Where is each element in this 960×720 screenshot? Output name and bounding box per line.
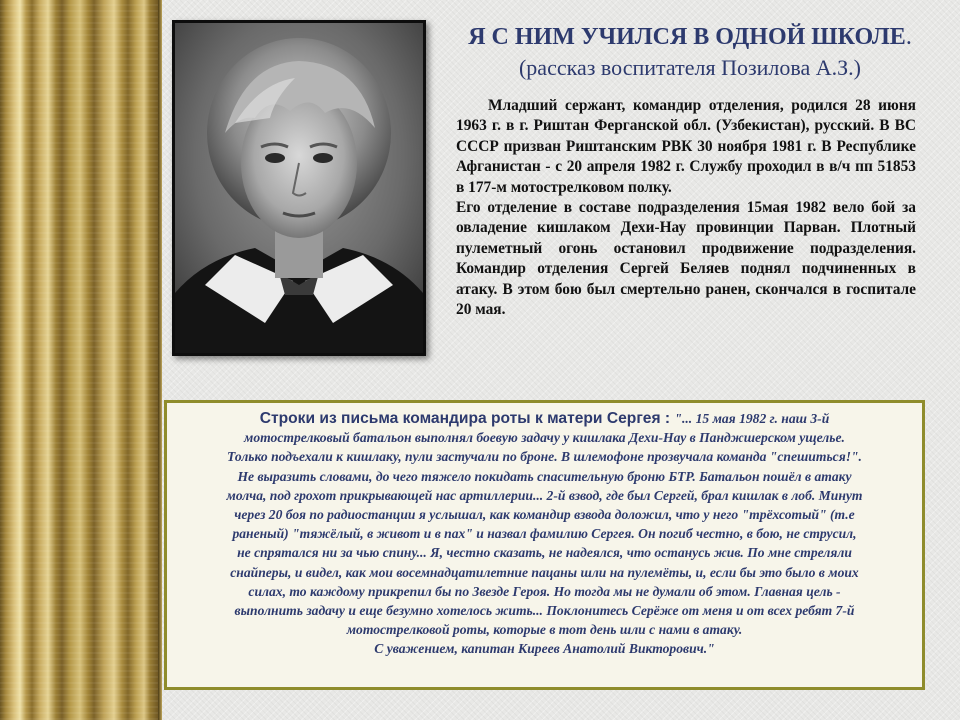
slide-title xyxy=(430,22,950,52)
letter-line: выполнить задачу и еще безумно хотелось жить... Поклонитесь Серёже от меня и от всех ребят 7-й xyxy=(234,603,855,619)
letter-line: Не выразить словами, до чего тяжело покидать спасительную броню БТР. Батальон пошёл в атаку xyxy=(237,468,852,484)
letter-line: через 20 боя по радиостанции я услышал, как командир взвода доложил, что у него "трёхсотый" (т.е xyxy=(234,507,855,523)
letter-line: молча, под грохот прикрывающей нас артиллерии... 2-й взвод, где был Сергей, брал кишлак в лоб. Минут xyxy=(226,487,863,503)
slide-title-text: Я С НИМ УЧИЛСЯ В ОДНОЙ ШКОЛЕ xyxy=(468,24,906,50)
letter-first-line xyxy=(179,409,910,428)
slide-title-dot: . xyxy=(905,24,912,50)
portrait-photo xyxy=(172,20,426,356)
slide-subtitle: (рассказ воспитателя Позилова А.З.) xyxy=(518,55,861,80)
biography-paragraph: Младший сержант, командир отделения, родился 28 июня 1963 г. в г. Риштан Ферганской обл. (Узбекистан), русский. В ВС СССР призван Риштанским РВК 30 ноября 1981 г. В Республике Афганистан - с 20 апреля 1982 г. Службу проходил в в/ч пп 51853 в 177-м мотострелковом полку. xyxy=(456,97,916,196)
letter-line: силах, то каждому прикрепил бы по Звезде Героя. Но тогда мы не думали об этом. Главная цель - xyxy=(248,583,841,599)
letter-line: мотострелковой роты, которые в тот день шли с нами в атаку. xyxy=(346,622,743,638)
letter-line: "... 15 мая 1982 г. наш 3-й xyxy=(674,411,830,426)
letter-heading: Строки из письма командира роты к матери Сергея : xyxy=(259,410,675,427)
biography-text xyxy=(456,96,916,320)
biography-paragraph: Его отделение в составе подразделения 15мая 1982 вело бой за овладение кишлаком Дехи-Нау провинции Парван. Плотный пулеметный огонь остановил продвижение подразделения. Командир отделения Сергей Беляев поднял подчиненных в атаку. В этом бою был смертельно ранен, скончался в госпитале 20 мая. xyxy=(456,199,916,319)
letter-line: раненый) "тяжёлый, в живот и в пах" и назвал фамилию Сергея. Он погиб честно, в бою, не струсил, xyxy=(232,526,857,542)
letter-line: снайперы, и видел, как мои восемнадцатилетние пацаны шли на пулемёты, и, если бы это было в моих xyxy=(230,564,859,580)
letter-quote-box xyxy=(164,400,925,690)
portrait-photo-icon xyxy=(175,23,423,353)
letter-line: Только подъехали к кишлаку, пули застучали по броне. В шлемофоне прозвучала команда "спешиться!". xyxy=(227,449,862,465)
letter-line: не спрятался ни за чью спину... Я, честно сказать, не надеялся, что останусь жив. По мне стреляли xyxy=(237,545,852,561)
letter-line: С уважением, капитан Киреев Анатолий Викторович." xyxy=(374,641,715,657)
letter-line: мотострелковый батальон выполнял боевую задачу у кишлака Дехи-Нау в Панджшерском ущелье. xyxy=(244,430,845,446)
decorative-gold-column xyxy=(0,0,158,720)
decorative-gold-edge xyxy=(158,0,162,720)
